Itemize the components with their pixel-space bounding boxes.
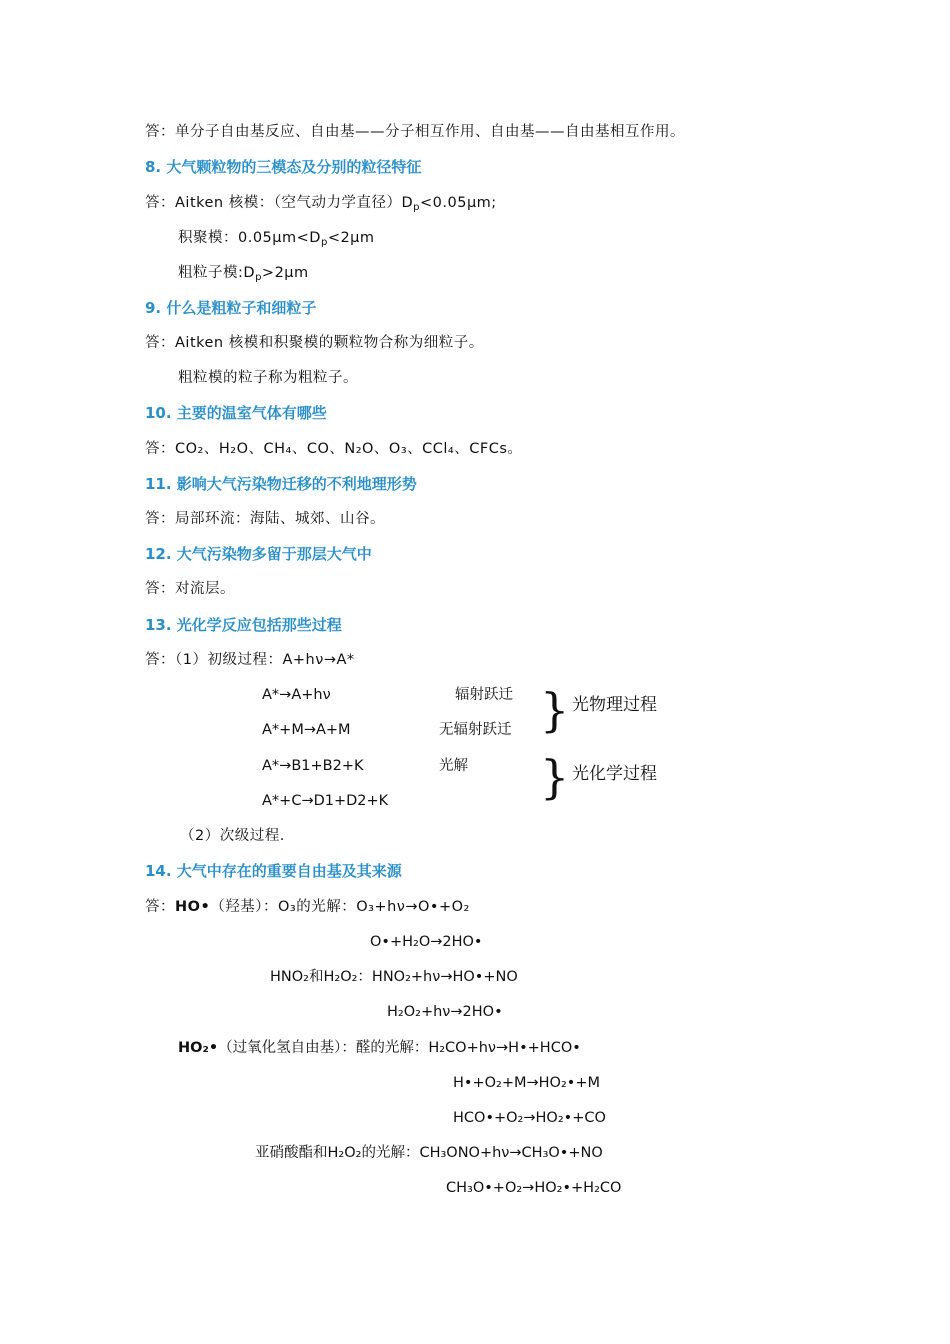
equation-hco-o2: HCO•+O₂→HO₂•+CO xyxy=(453,1110,606,1126)
equation-hno2-photolysis: HNO₂和H₂O₂：HNO₂+hν→HO•+NO xyxy=(270,969,518,985)
question-9-heading: 9. 什么是粗粒子和细粒子 xyxy=(145,299,317,317)
answer-9-line-1: 答：Aitken 核模和积聚模的颗粒物合称为细粒子。 xyxy=(145,335,484,351)
answer-8-line-3: 粗粒子模$:D_p>2\mu m$ xyxy=(178,265,309,283)
answer-14-ho2-radical: HO₂•（过氧化氢自由基）：醛的光解：H₂CO+hν→H•+HCO• xyxy=(178,1040,581,1056)
answer-13-secondary-process: （2）次级过程. xyxy=(180,828,285,844)
answer-8-line-1: 答：Aitken 核模：（空气动力学直径）$D_p<0.05\mu m$; xyxy=(145,195,497,213)
question-8-heading: 8. 大气颗粒物的三模态及分别的粒径特征 xyxy=(145,158,422,176)
equation-ch3ono-photolysis: 亚硝酸酯和H₂O₂的光解：CH₃ONO+hν→CH₃O•+NO xyxy=(255,1145,603,1161)
answer-7-text: 答：单分子自由基反应、自由基——分子相互作用、自由基——自由基相互作用。 xyxy=(145,124,685,140)
answer-11-text: 答：局部环流：海陆、城郊、山谷。 xyxy=(145,511,385,527)
answer-9-line-2: 粗粒模的粒子称为粗粒子。 xyxy=(178,370,358,386)
reaction-nonradiative: A*+M→A+M xyxy=(262,722,351,738)
question-10-heading: 10. 主要的温室气体有哪些 xyxy=(145,404,327,422)
reaction-photolysis: A*→B1+B2+K xyxy=(262,758,364,774)
note-nonradiative-transition: 无辐射跃迁 xyxy=(439,722,512,738)
question-14-heading: 14. 大气中存在的重要自由基及其来源 xyxy=(145,862,402,880)
question-13-heading: 13. 光化学反应包括那些过程 xyxy=(145,616,342,634)
equation-o-h2o: O•+H₂O→2HO• xyxy=(370,934,483,950)
answer-12-text: 答：对流层。 xyxy=(145,581,235,597)
note-radiative-transition: 辐射跃迁 xyxy=(455,687,513,703)
answer-8-line-2: 积聚模：$0.05\mu m<D_p<2\mu m$ xyxy=(178,230,375,248)
equation-h-o2-m: H•+O₂+M→HO₂•+M xyxy=(453,1075,600,1091)
brace-photochemical: } xyxy=(540,750,570,804)
reaction-radiative: A*→A+hν xyxy=(262,687,331,703)
note-photolysis: 光解 xyxy=(439,758,468,774)
answer-14-ho-radical: 答：HO•（羟基）：O₃的光解：O₃+hν→O•+O₂ xyxy=(145,899,470,915)
question-12-heading: 12. 大气污染物多留于那层大气中 xyxy=(145,545,372,563)
label-photophysical-process: 光物理过程 xyxy=(572,695,657,715)
equation-h2o2-photolysis: H₂O₂+hν→2HO• xyxy=(387,1004,503,1020)
reaction-with-c: A*+C→D1+D2+K xyxy=(262,793,389,809)
answer-13-primary-process: 答：（1）初级过程：A+hν→A* xyxy=(145,652,355,668)
answer-10-text: 答：CO₂、H₂O、CH₄、CO、N₂O、O₃、CCl₄、CFCs。 xyxy=(145,441,523,457)
brace-photophysical: } xyxy=(540,683,570,737)
label-photochemical-process: 光化学过程 xyxy=(572,764,657,784)
equation-ch3o-o2: CH₃O•+O₂→HO₂•+H₂CO xyxy=(446,1180,622,1196)
question-11-heading: 11. 影响大气污染物迁移的不利地理形势 xyxy=(145,475,417,493)
